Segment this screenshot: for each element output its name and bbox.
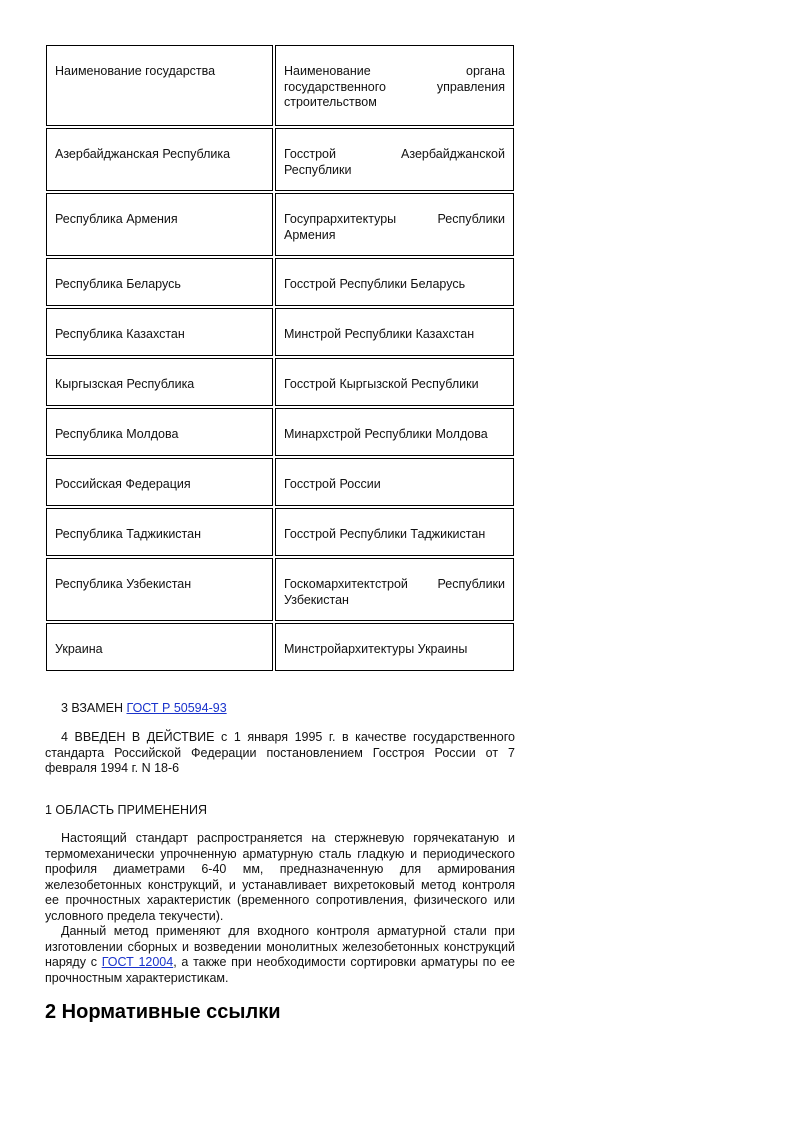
table-row	[46, 308, 514, 356]
gost-12004-link[interactable]: ГОСТ 12004	[101, 955, 174, 969]
table-row	[46, 558, 514, 621]
state-cell: Республика Таджикистан	[46, 508, 273, 556]
state-cell: Азербайджанская Республика	[46, 128, 273, 191]
section-1-paragraph-2	[45, 924, 515, 986]
authority-cell: Госстрой Республики Таджикистан	[275, 508, 514, 556]
authorities-table	[44, 43, 516, 673]
section-2-heading: 2 Нормативные ссылки	[45, 1001, 281, 1023]
authority-cell: Минархстрой Республики Молдова	[275, 408, 514, 456]
authority-cell: Госстрой Республики Беларусь	[275, 258, 514, 306]
authority-cell: Минстройархитектуры Украины	[275, 623, 514, 671]
paragraph-2-text-end: , а также при необходимости сортировки арматуры по ее прочностным характеристикам.	[45, 955, 515, 985]
state-cell: Российская Федерация	[46, 458, 273, 506]
table-header-row	[46, 45, 514, 126]
state-cell: Республика Беларусь	[46, 258, 273, 306]
table-row	[46, 408, 514, 456]
state-cell: Украина	[46, 623, 273, 671]
header-authority: Наименование органа государственного управления строительством	[275, 45, 514, 126]
section-1-title: 1 ОБЛАСТЬ ПРИМЕНЕНИЯ	[45, 803, 207, 817]
section-1-paragraph-1: Настоящий стандарт распространяется на стержневую горячекатаную и термомеханически упрочненную арматурную сталь гладкую и периодического профиля диаметрами 6-40 мм, предназначенную для армирования железобетонных конструкций, и устанавливает вихретоковый метод контроля ее прочностных характеристик (временного сопротивления, физического или условного предела текучести).	[45, 831, 515, 923]
state-cell: Республика Молдова	[46, 408, 273, 456]
authority-cell: Минстрой Республики Казахстан	[275, 308, 514, 356]
table-row	[46, 508, 514, 556]
state-cell: Республика Армения	[46, 193, 273, 256]
authority-cell: Госупрархитектуры Республики Армения	[275, 193, 514, 256]
state-cell: Кыргызская Республика	[46, 358, 273, 406]
table-row	[46, 458, 514, 506]
gost-r-50594-93-link[interactable]: ГОСТ Р 50594-93	[126, 701, 227, 715]
table-row	[46, 193, 514, 256]
item-3-replaces	[45, 701, 515, 717]
table-row	[46, 258, 514, 306]
authority-cell: Госстрой Азербайджанской Республики	[275, 128, 514, 191]
header-state: Наименование государства	[46, 45, 273, 126]
item-3-text: 3 ВЗАМЕН	[61, 701, 127, 715]
state-cell: Республика Казахстан	[46, 308, 273, 356]
authority-cell: Госкомархитектстрой Республики Узбекистан	[275, 558, 514, 621]
item-4-effective: 4 ВВЕДЕН В ДЕЙСТВИЕ с 1 января 1995 г. в качестве государственного стандарта Российской Федерации постановлением Госстроя России от 7 февраля 1994 г. N 18-6	[45, 730, 515, 775]
authority-cell: Госстрой Кыргызской Республики	[275, 358, 514, 406]
authority-cell: Госстрой России	[275, 458, 514, 506]
table-row	[46, 623, 514, 671]
paragraph-2-text: Данный метод применяют для входного контроля арматурной стали при изготовлении сборных и возведении монолитных железобетонных конструкций наряду с	[45, 924, 515, 969]
table-row	[46, 358, 514, 406]
state-cell: Республика Узбекистан	[46, 558, 273, 621]
table-row	[46, 128, 514, 191]
